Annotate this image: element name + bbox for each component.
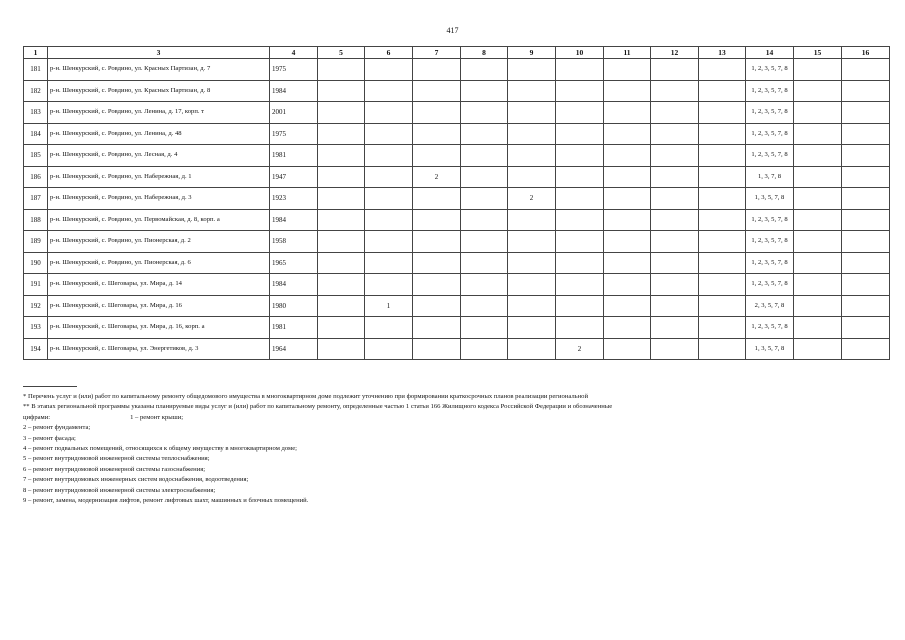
stage-cell <box>461 123 508 145</box>
stage-cell <box>556 252 604 274</box>
stage-cell <box>556 295 604 317</box>
stage-cell <box>699 209 746 231</box>
work-type-item: 3 – ремонт фасада; <box>23 434 76 442</box>
stage-cell <box>365 317 413 339</box>
year-cell: 1984 <box>270 80 318 102</box>
stage-cell <box>842 123 890 145</box>
stage-cell <box>794 80 842 102</box>
stage-cell <box>508 80 556 102</box>
stage-cell <box>699 295 746 317</box>
stage-cell <box>794 102 842 124</box>
row-number: 190 <box>24 252 48 274</box>
stage-cell <box>604 59 651 81</box>
address-cell: р-н. Шенкурский, с. Ровдино, ул. Красных Партизан, д. 7 <box>48 59 270 81</box>
stage-cell <box>651 231 699 253</box>
stage-cell <box>842 188 890 210</box>
stage-cell <box>365 338 413 360</box>
stage-cell <box>794 338 842 360</box>
stage-cell <box>365 59 413 81</box>
stage-cell <box>842 317 890 339</box>
stage-cell <box>842 102 890 124</box>
stage-cell <box>413 80 461 102</box>
work-type-item: 6 – ремонт внутридомовой инженерной системы газоснабжения; <box>23 465 206 473</box>
stage-cell: 2 <box>556 338 604 360</box>
column-header: 14 <box>746 47 794 59</box>
column-header: 8 <box>461 47 508 59</box>
stage-cell <box>651 80 699 102</box>
stage-cell <box>794 145 842 167</box>
works-cell: 1, 2, 3, 5, 7, 8 <box>746 209 794 231</box>
year-cell: 1981 <box>270 317 318 339</box>
year-cell: 1980 <box>270 295 318 317</box>
row-number: 193 <box>24 317 48 339</box>
stage-cell <box>794 231 842 253</box>
stage-cell <box>699 338 746 360</box>
column-header: 16 <box>842 47 890 59</box>
stage-cell <box>651 274 699 296</box>
stage-cell: 2 <box>508 188 556 210</box>
stage-cell <box>461 188 508 210</box>
stage-cell <box>699 145 746 167</box>
stage-cell <box>651 188 699 210</box>
work-type-item: 5 – ремонт внутридомовой инженерной системы теплоснабжения; <box>23 455 210 463</box>
stage-cell <box>842 338 890 360</box>
table-row <box>24 188 890 210</box>
address-cell: р-н. Шенкурский, с. Ровдино, ул. Лесная, д. 4 <box>48 145 270 167</box>
stage-cell <box>318 188 365 210</box>
stage-cell <box>413 59 461 81</box>
stage-cell <box>604 317 651 339</box>
stage-cell <box>365 209 413 231</box>
column-header: 5 <box>318 47 365 59</box>
stage-cell <box>365 188 413 210</box>
stage-cell <box>699 252 746 274</box>
stage-cell <box>699 102 746 124</box>
table-row <box>24 123 890 145</box>
year-cell: 1958 <box>270 231 318 253</box>
stage-cell <box>842 295 890 317</box>
stage-cell <box>461 338 508 360</box>
stage-cell <box>794 166 842 188</box>
stage-cell <box>604 209 651 231</box>
column-header: 13 <box>699 47 746 59</box>
stage-cell <box>365 166 413 188</box>
row-number: 194 <box>24 338 48 360</box>
works-cell: 1, 2, 3, 5, 7, 8 <box>746 123 794 145</box>
works-cell: 1, 2, 3, 5, 7, 8 <box>746 145 794 167</box>
stage-cell <box>699 123 746 145</box>
stage-cell <box>794 188 842 210</box>
stage-cell <box>413 338 461 360</box>
table-row <box>24 338 890 360</box>
stage-cell <box>318 102 365 124</box>
stage-cell <box>413 102 461 124</box>
stage-cell <box>318 252 365 274</box>
stage-cell <box>365 123 413 145</box>
row-number: 188 <box>24 209 48 231</box>
address-cell: р-н. Шенкурский, с. Шеговары, ул. Мира, д. 16 <box>48 295 270 317</box>
stage-cell <box>318 59 365 81</box>
stage-cell <box>318 338 365 360</box>
stage-cell <box>461 145 508 167</box>
address-cell: р-н. Шенкурский, с. Ровдино, ул. Красных Партизан, д. 8 <box>48 80 270 102</box>
stage-cell <box>699 166 746 188</box>
stage-cell <box>699 274 746 296</box>
row-number: 186 <box>24 166 48 188</box>
stage-cell <box>318 274 365 296</box>
row-number: 181 <box>24 59 48 81</box>
row-number: 182 <box>24 80 48 102</box>
stage-cell <box>556 123 604 145</box>
footnotes <box>23 392 893 506</box>
year-cell: 1975 <box>270 59 318 81</box>
stage-cell <box>651 102 699 124</box>
year-cell: 1975 <box>270 123 318 145</box>
column-header: 6 <box>365 47 413 59</box>
stage-cell <box>413 209 461 231</box>
column-header: 1 <box>24 47 48 59</box>
stage-cell <box>699 317 746 339</box>
stage-cell <box>556 166 604 188</box>
table-header-row <box>24 47 890 59</box>
stage-cell <box>604 123 651 145</box>
table-row <box>24 209 890 231</box>
stage-cell <box>461 317 508 339</box>
stage-cell <box>604 252 651 274</box>
stage-cell <box>651 317 699 339</box>
stage-cell <box>842 145 890 167</box>
work-type-item: 7 – ремонт внутридомовых инженерных систем водоснабжения, водоотведения; <box>23 476 249 484</box>
stage-cell <box>556 231 604 253</box>
year-cell: 1984 <box>270 209 318 231</box>
works-cell: 1, 2, 3, 5, 7, 8 <box>746 274 794 296</box>
stage-cell <box>508 317 556 339</box>
works-cell: 1, 3, 5, 7, 8 <box>746 338 794 360</box>
stage-cell <box>651 209 699 231</box>
table-row <box>24 80 890 102</box>
table-row <box>24 59 890 81</box>
works-cell: 1, 2, 3, 5, 7, 8 <box>746 231 794 253</box>
stage-cell <box>794 123 842 145</box>
stage-cell <box>651 252 699 274</box>
stage-cell <box>461 80 508 102</box>
stage-cell <box>842 252 890 274</box>
stage-cell <box>604 295 651 317</box>
stage-cell <box>842 80 890 102</box>
stage-cell <box>413 317 461 339</box>
column-header: 10 <box>556 47 604 59</box>
footnote-divider <box>23 386 77 387</box>
stage-cell <box>508 59 556 81</box>
table-row <box>24 252 890 274</box>
stage-cell <box>556 59 604 81</box>
stage-cell <box>318 317 365 339</box>
stage-cell <box>794 59 842 81</box>
stage-cell <box>842 166 890 188</box>
footnote-digits-line <box>23 413 893 423</box>
stage-cell <box>318 295 365 317</box>
stage-cell <box>365 145 413 167</box>
stage-cell <box>556 188 604 210</box>
column-header: 12 <box>651 47 699 59</box>
stage-cell <box>413 145 461 167</box>
stage-cell <box>318 209 365 231</box>
stage-cell <box>651 295 699 317</box>
stage-cell <box>461 274 508 296</box>
row-number: 184 <box>24 123 48 145</box>
stage-cell <box>604 188 651 210</box>
work-type-item: 8 – ремонт внутридомовой инженерной системы электроснабжения; <box>23 486 216 494</box>
address-cell: р-н. Шенкурский, с. Ровдино, ул. Первомайская, д. 8, корп. а <box>48 209 270 231</box>
stage-cell <box>413 274 461 296</box>
stage-cell <box>508 166 556 188</box>
stage-cell <box>699 188 746 210</box>
stage-cell <box>413 123 461 145</box>
year-cell: 1923 <box>270 188 318 210</box>
stage-cell <box>508 252 556 274</box>
stage-cell <box>508 231 556 253</box>
column-header: 9 <box>508 47 556 59</box>
row-number: 185 <box>24 145 48 167</box>
row-number: 191 <box>24 274 48 296</box>
stage-cell <box>461 252 508 274</box>
stage-cell <box>651 338 699 360</box>
capital-repair-table <box>23 46 890 360</box>
year-cell: 1965 <box>270 252 318 274</box>
stage-cell <box>604 80 651 102</box>
stage-cell <box>508 295 556 317</box>
stage-cell <box>699 80 746 102</box>
stage-cell <box>508 338 556 360</box>
stage-cell <box>842 59 890 81</box>
column-header: 4 <box>270 47 318 59</box>
year-cell: 1981 <box>270 145 318 167</box>
stage-cell <box>556 102 604 124</box>
table-row <box>24 295 890 317</box>
stage-cell <box>794 209 842 231</box>
stage-cell <box>508 274 556 296</box>
column-header: 7 <box>413 47 461 59</box>
address-cell: р-н. Шенкурский, с. Ровдино, ул. Ленина, д. 17, корп. т <box>48 102 270 124</box>
address-cell: р-н. Шенкурский, с. Ровдино, ул. Ленина, д. 48 <box>48 123 270 145</box>
work-type-item: 9 – ремонт, замена, модернизация лифтов, ремонт лифтовых шахт, машинных и блочных помещений. <box>23 497 309 505</box>
stage-cell <box>604 145 651 167</box>
stage-cell <box>794 274 842 296</box>
year-cell: 1964 <box>270 338 318 360</box>
address-cell: р-н. Шенкурский, с. Ровдино, ул. Набережная, д. 3 <box>48 188 270 210</box>
works-cell: 1, 2, 3, 5, 7, 8 <box>746 80 794 102</box>
stage-cell <box>651 123 699 145</box>
column-header: 11 <box>604 47 651 59</box>
works-cell: 1, 2, 3, 5, 7, 8 <box>746 252 794 274</box>
table-row <box>24 274 890 296</box>
page-number: 417 <box>446 26 459 35</box>
year-cell: 2001 <box>270 102 318 124</box>
stage-cell <box>842 231 890 253</box>
table-row <box>24 317 890 339</box>
year-cell: 1947 <box>270 166 318 188</box>
stage-cell <box>604 338 651 360</box>
stage-cell <box>556 274 604 296</box>
stage-cell <box>842 209 890 231</box>
stage-cell <box>699 59 746 81</box>
stage-cell <box>508 102 556 124</box>
stage-cell <box>651 145 699 167</box>
stage-cell <box>556 317 604 339</box>
stage-cell <box>318 80 365 102</box>
address-cell: р-н. Шенкурский, с. Шеговары, ул. Мира, д. 14 <box>48 274 270 296</box>
stage-cell <box>699 231 746 253</box>
column-header: 15 <box>794 47 842 59</box>
stage-cell <box>651 166 699 188</box>
address-cell: р-н. Шенкурский, с. Ровдино, ул. Пионерская, д. 6 <box>48 252 270 274</box>
stage-cell: 1 <box>365 295 413 317</box>
works-cell: 1, 3, 7, 8 <box>746 166 794 188</box>
row-number: 187 <box>24 188 48 210</box>
table-row <box>24 166 890 188</box>
stage-cell <box>508 145 556 167</box>
stage-cell <box>508 123 556 145</box>
stage-cell <box>365 252 413 274</box>
stage-cell <box>365 231 413 253</box>
stage-cell <box>651 59 699 81</box>
stage-cell <box>461 209 508 231</box>
footnote-1: * Перечень услуг и (или) работ по капитальному ремонту общедомового имущества в многоквартирном доме подлежит уточнению при формировании краткосрочных планов реализации региональной <box>23 393 588 400</box>
stage-cell <box>508 209 556 231</box>
column-header: 3 <box>48 47 270 59</box>
stage-cell <box>604 231 651 253</box>
stage-cell <box>318 123 365 145</box>
works-cell: 1, 2, 3, 5, 7, 8 <box>746 317 794 339</box>
stage-cell <box>365 274 413 296</box>
row-number: 189 <box>24 231 48 253</box>
work-type-item: 2 – ремонт фундамента; <box>23 424 91 432</box>
stage-cell <box>413 188 461 210</box>
stage-cell <box>604 102 651 124</box>
address-cell: р-н. Шенкурский, с. Шеговары, ул. Энергетиков, д. 3 <box>48 338 270 360</box>
stage-cell <box>318 231 365 253</box>
stage-cell <box>604 166 651 188</box>
stage-cell <box>461 102 508 124</box>
year-cell: 1984 <box>270 274 318 296</box>
table-row <box>24 145 890 167</box>
footnote-2: ** В этапах региональной программы указаны планируемые виды услуг и (или) работ по капитальному ремонту, определенные частью 1 статьи 166 Жилищного кодекса Российской Федерации и обозначенные <box>23 403 613 411</box>
stage-cell <box>556 145 604 167</box>
stage-cell <box>461 59 508 81</box>
table-row <box>24 231 890 253</box>
address-cell: р-н. Шенкурский, с. Ровдино, ул. Набережная, д. 1 <box>48 166 270 188</box>
stage-cell <box>556 80 604 102</box>
stage-cell <box>461 166 508 188</box>
stage-cell <box>842 274 890 296</box>
row-number: 192 <box>24 295 48 317</box>
stage-cell: 2 <box>413 166 461 188</box>
stage-cell <box>794 295 842 317</box>
stage-cell <box>461 231 508 253</box>
table-row <box>24 102 890 124</box>
stage-cell <box>365 80 413 102</box>
stage-cell <box>794 317 842 339</box>
row-number: 183 <box>24 102 48 124</box>
stage-cell <box>794 252 842 274</box>
stage-cell <box>604 274 651 296</box>
stage-cell <box>318 145 365 167</box>
stage-cell <box>413 295 461 317</box>
works-cell: 1, 2, 3, 5, 7, 8 <box>746 59 794 81</box>
address-cell: р-н. Шенкурский, с. Шеговары, ул. Мира, д. 16, корп. а <box>48 317 270 339</box>
stage-cell <box>365 102 413 124</box>
works-cell: 1, 2, 3, 5, 7, 8 <box>746 102 794 124</box>
stage-cell <box>413 252 461 274</box>
work-type-item: 4 – ремонт подвальных помещений, относящихся к общему имуществу в многоквартирном доме; <box>23 445 297 453</box>
stage-cell <box>413 231 461 253</box>
stage-cell <box>461 295 508 317</box>
address-cell: р-н. Шенкурский, с. Ровдино, ул. Пионерская, д. 2 <box>48 231 270 253</box>
stage-cell <box>318 166 365 188</box>
work-type-item: 1 – ремонт крыши; <box>130 413 184 421</box>
stage-cell <box>556 209 604 231</box>
works-cell: 1, 3, 5, 7, 8 <box>746 188 794 210</box>
works-cell: 2, 3, 5, 7, 8 <box>746 295 794 317</box>
digits-label: цифрами: <box>23 413 51 421</box>
